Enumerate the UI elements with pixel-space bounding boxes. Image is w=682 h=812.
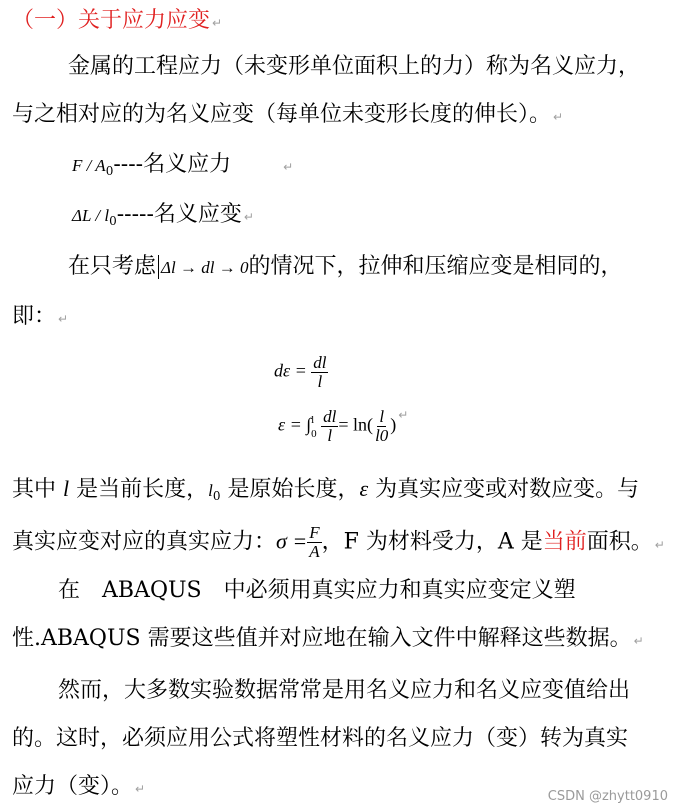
paragraph-5-line-3: 应力（变）。 ↵: [12, 774, 146, 799]
definition-nominal-stress: F / $A_0----$名义应力 ↵: [72, 152, 294, 178]
paragraph-2-line-1: 在只考虑 Δl → dl → 0的情况下，拉伸和压缩应变是相同的，: [68, 254, 623, 279]
section-heading: （一）关于应力应变 ↵: [12, 8, 223, 33]
text-cursor: [158, 255, 159, 279]
paragraph-mark-icon: ↵: [654, 537, 665, 552]
fraction: $\frac{F}{A}$: [309, 523, 320, 561]
paragraph-mark-icon: ↵: [212, 16, 223, 30]
paragraph-mark-icon: ↵: [633, 634, 644, 648]
paragraph-4-line-2: 性.ABAQUS 需要这些值并对应地在输入文件中解释这些数据。 ↵: [12, 626, 644, 651]
equation-epsilon-integral: ε = ∫ l 0 $\frac{dl}{l}$ = ln( $\frac{l}{l0}$ ) ↵: [278, 407, 409, 445]
paragraph-5-line-2: 的。这时，必须应用公式将塑性材料的名义应力（变）转为真实: [12, 726, 629, 751]
paragraph-1-line-1: 金属的工程应力（未变形单位面积上的力）称为名义应力，: [68, 54, 641, 79]
fraction: $\frac{l}{l0}$: [375, 407, 389, 445]
paragraph-3-line-1: 其中 l 是当前长度，$l_0$ 是原始长度，ε 为真实应变或对数应变。与: [12, 476, 640, 503]
watermark: CSDN @zhytt0910: [547, 789, 668, 804]
paragraph-2-line-2: 即： ↵: [12, 304, 69, 329]
paragraph-5-line-1: 然而，大多数实验数据常常是用名义应力和名义应变值给出: [58, 678, 631, 703]
paragraph-1-line-2: 与之相对应的为名义应变（每单位未变形长度的伸长）。 ↵: [12, 102, 564, 127]
fraction: $\frac{dl}{l}$: [323, 407, 337, 445]
paragraph-mark-icon: ↵: [398, 408, 409, 422]
highlighted-text: 当前: [542, 529, 587, 555]
definition-nominal-strain: ΔL / $l_0-----$名义应变 ↵: [72, 202, 254, 228]
paragraph-mark-icon: ↵: [58, 312, 69, 326]
equation-d-epsilon: dε = $\frac{dl}{l}$: [274, 353, 327, 391]
fraction: $\frac{dl}{l}$: [313, 353, 327, 391]
paragraph-mark-icon: ↵: [135, 782, 146, 796]
paragraph-mark-icon: ↵: [243, 210, 254, 224]
paragraph-3-line-2: 真实应变对应的真实应力：σ = $\frac{F}{A}$ ，F 为材料受力，A 是当前面积。 ↵: [12, 523, 665, 561]
paragraph-4-line-1: 在 ABAQUS 中必须用真实应力和真实应变定义塑: [58, 578, 576, 603]
paragraph-mark-icon: ↵: [283, 160, 294, 174]
paragraph-mark-icon: ↵: [553, 110, 564, 124]
